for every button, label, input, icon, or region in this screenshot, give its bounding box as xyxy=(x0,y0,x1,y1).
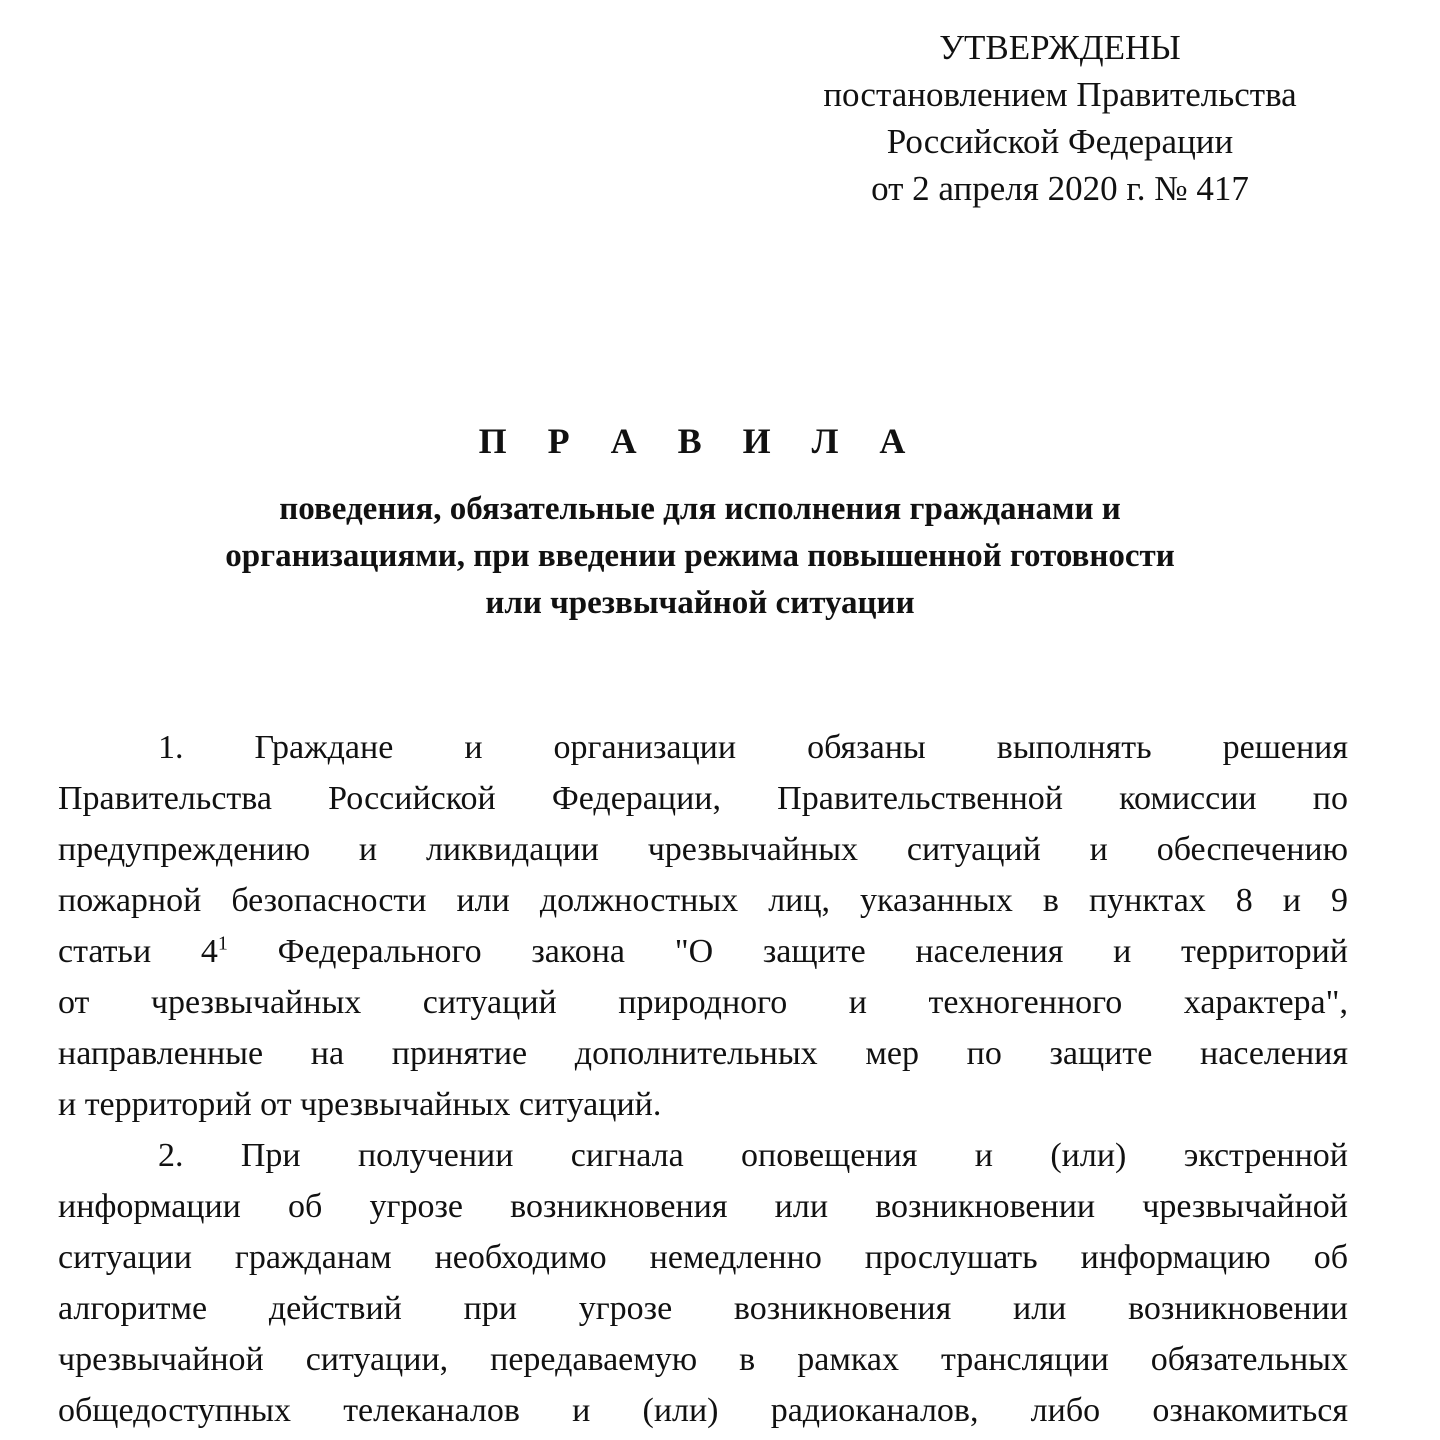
text-line: предупреждению и ликвидации чрезвычайных ситуаций и обеспечению xyxy=(58,831,1348,868)
subtitle-line: или чрезвычайной ситуации xyxy=(485,585,915,621)
text-line: информации об угрозе возникновения или возникновении чрезвычайной xyxy=(58,1188,1348,1225)
article-superscript: 1 xyxy=(217,932,228,955)
approval-block xyxy=(760,24,1360,212)
paragraph-2 xyxy=(58,1130,1348,1436)
text-line: и территорий от чрезвычайных ситуаций. xyxy=(58,1086,662,1123)
text-line: 2. При получении сигнала оповещения и (или) экстренной xyxy=(158,1137,1348,1174)
text-line: направленные на принятие дополнительных мер по защите населения xyxy=(58,1035,1348,1072)
document-title: П Р А В И Л А xyxy=(478,421,922,461)
text-line: алгоритме действий при угрозе возникновения или возникновении xyxy=(58,1290,1348,1327)
subtitle-line: организациями, при введении режима повышенной готовности xyxy=(225,538,1175,574)
text-line: 1. Граждане и организации обязаны выполнять решения xyxy=(158,729,1348,766)
text-line: ситуации гражданам необходимо немедленно прослушать информацию об xyxy=(58,1239,1348,1276)
approval-decree: постановлением Правительства xyxy=(823,75,1297,114)
text-line: общедоступных телеканалов и (или) радиоканалов, либо ознакомиться xyxy=(58,1392,1348,1429)
paragraph-1 xyxy=(58,722,1348,1130)
law-title-start: Федерального закона "О защите населения и территорий xyxy=(227,933,1348,970)
document-subtitle xyxy=(0,486,1400,627)
approval-date-number: от 2 апреля 2020 г. № 417 xyxy=(871,169,1249,208)
text-line: чрезвычайной ситуации, передаваемую в рамках трансляции обязательных xyxy=(58,1341,1348,1378)
subtitle-line: поведения, обязательные для исполнения гражданами и xyxy=(279,491,1121,527)
text-line: Правительства Российской Федерации, Правительственной комиссии по xyxy=(58,780,1348,817)
approval-country: Российской Федерации xyxy=(886,122,1234,161)
text-line xyxy=(58,926,1348,977)
approval-heading: УТВЕРЖДЕНЫ xyxy=(939,28,1181,67)
text-line: пожарной безопасности или должностных лиц, указанных в пунктах 8 и 9 xyxy=(58,882,1348,919)
text-line: от чрезвычайных ситуаций природного и техногенного характера", xyxy=(58,984,1348,1021)
document-body xyxy=(58,722,1348,1436)
article-reference: статьи 4 xyxy=(58,933,218,970)
